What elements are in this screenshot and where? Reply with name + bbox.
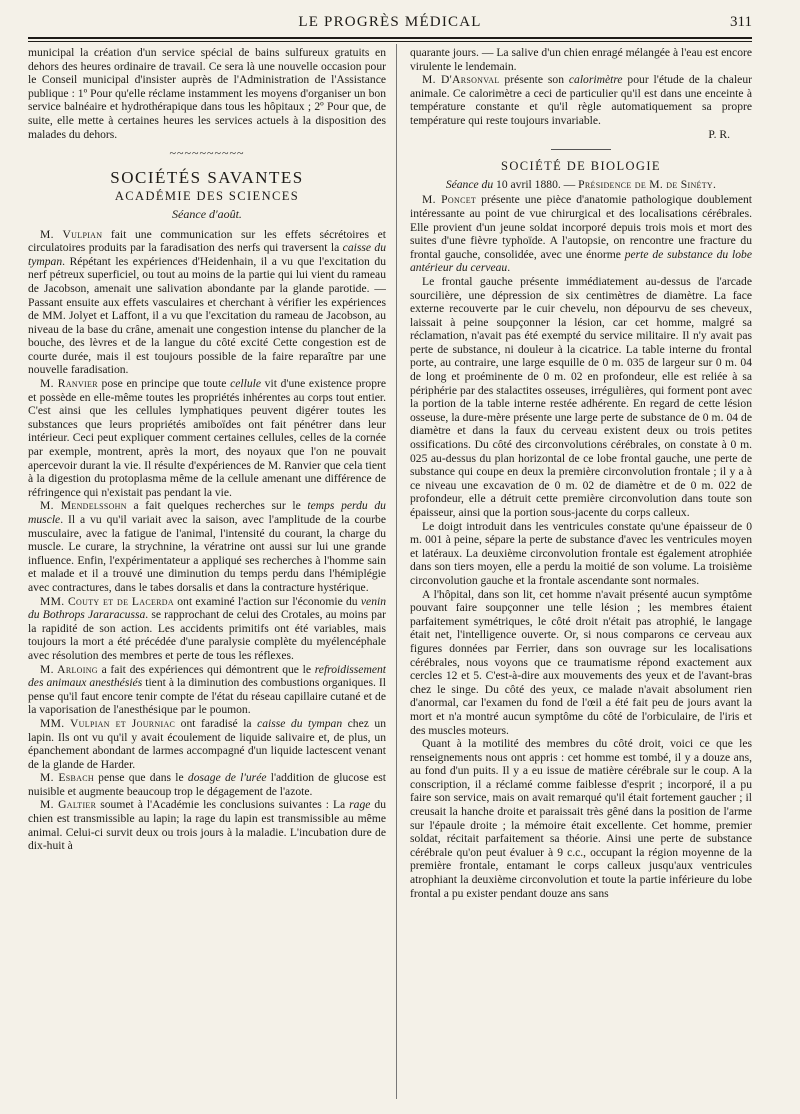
- author-name: M. Arloing: [40, 662, 98, 676]
- author-name: M. Poncet: [422, 193, 477, 207]
- mendelssohn-paragraph: M. Mendelssohn a fait quelques recherches sur le temps perdu du muscle. Il a vu qu'il variait avec la saison, avec l'amplitude de la courbe musculaire, avec la fatigue de l'animal, l'intensité du courant, la charge du muscle. Le curare, la strychnine, la vératrine ont aussi sur lui une grande influence. Enfin, l'expérimentateur a appliqué ses recherches à l'homme sain et malade et il a trouvé une diminution du temps perdu dans l'hémiplégie avec contractures, dans le tabes dorsalis et dans la contracture hystérique.: [28, 499, 386, 594]
- italic-term: temps perdu du muscle: [28, 499, 386, 526]
- italic-term: perte de substance du lobe antérieur du cerveau: [410, 247, 752, 275]
- section-divider: [551, 149, 611, 150]
- author-name: M. Vulpian: [40, 227, 103, 241]
- section-title: SOCIÉTÉS SAVANTES: [110, 167, 304, 187]
- ventricles-paragraph: Le doigt introduit dans les ventricules constate qu'une épaisseur de 0 m. 001 à peine, sépare la perte de substance d'avec les ventricules moyen et latéraux. La deuxième circonvolution frontale est également atrophiée dans son tiers moyen, elle a perdu la moitié de son volume. La troisième circonvolution gauche et la frontale ascendante sont normales.: [410, 519, 752, 587]
- motility-paragraph: Quant à la motilité des membres du côté droit, voici ce que les renseignements nous ont appris : cet homme est tombé, il y a douze ans, au fond d'un puits. Il y a eu issue de matière cérébrale sur le coup. A la conscription, il a réclamé comme faiblesse d'esprit ; incorporé, il a pu faire son service, mais on avait remarqué qu'il était fortement gaucher ; il creusait la hanche droite et paraissait très gêné dans la position de l'arme sur l'épaule droite ; la mémoire était excellente. Cet homme, premier soldat, récitait parfaitement sa théorie. Ainsi une perte de substance cérébrale qu'on peut évaluer à 9 c.c., occupant la région moyenne de la première frontale, entamant le corps calleux jusqu'aux ventricules atrophiant la deuxième circonvolution et toute la partie inférieure du lobe frontal a pu exister pendant douze ans sans: [410, 737, 752, 900]
- italic-term: caisse du tympan: [257, 716, 343, 730]
- italic-term: dosage de l'urée: [187, 771, 267, 785]
- author-name: M. Mendelssohn: [40, 499, 127, 513]
- author-name: M. D'Arsonval: [422, 73, 500, 87]
- italic-term: caisse du tympan: [28, 241, 386, 268]
- section-flourish: ~~~~~~~~~~: [169, 146, 245, 161]
- author-name: M. Galtier: [40, 798, 97, 812]
- header-rule-thin: [28, 41, 752, 42]
- galtier-paragraph: M. Galtier soumet à l'Académie les conclusions suivantes : La rage du chien est transmissible au lapin; la rage du lapin est transmissible au même animal. Celui-ci survit deux ou trois jours à la maladie. L'incubation dure de dix-huit à: [28, 798, 386, 853]
- author-name: MM. Vulpian et Journiac: [40, 716, 176, 730]
- page-number: 311: [730, 14, 752, 30]
- esbach-paragraph: M. Esbach pense que dans le dosage de l'urée l'addition de glucose est nuisible et augmente beaucoup trop le dégagement de l'azote.: [28, 771, 386, 798]
- journal-title: LE PROGRÈS MÉDICAL: [298, 14, 482, 30]
- right-column: [410, 46, 752, 1104]
- italic-term: cellule: [230, 377, 261, 391]
- italic-term: venin du Bothrops Jararacussa: [28, 594, 386, 622]
- vulpian-journiac-paragraph: MM. Vulpian et Journiac ont faradisé la caisse du tympan chez un lapin. Ils ont vu qu'il y avait écoulement de liquide salivaire et, de plus, un épanchement abondant de larmes accompagné d'un liquide lactescent venant de la glande de Harder.: [28, 716, 386, 771]
- header-rule-thick: [28, 37, 752, 39]
- hospital-paragraph: A l'hôpital, dans son lit, cet homme n'avait présenté aucun symptôme pouvant faire soupçonner une telle lésion ; les membres étaient parfaitement symétriques, le côté droit n'était pas atrophié, le langage était net, l'intelligence ouverte. Or, si nous comparons ce cerveau aux figures données par Ferrier, dans son ouvrage sur les localisations cérébrales, nous voyons que ce traumatisme répond exactement aux cercles 12 et 5. C'est-à-dire aux mouvements des yeux et de l'avant-bras chez le singe. Du côté des yeux, ce malade n'avait absolument rien d'anormal, car l'examen du fond de l'œil a été fait peu de jours avant la mort et n'a montré aucun symptôme du côté de l'orbiculaire, de l'iris et des muscles moteurs.: [410, 587, 752, 737]
- intro-paragraph: municipal la création d'un service spécial de bains sulfureux gratuits en dehors des heures ordinaire de travail. Ce sera là une nouvelle occasion pour le Conseil municipal d'insister auprès de l'Administration de l'Assistance publique : 1º Pour qu'elle réclame instamment les moyens d'organiser un bon service balnéaire et hydrothérapique dans tous les hôpitaux ; 2º Pour que, de suite, elle mette à certaines heures les services actuels à la disposition des malades du dehors.: [28, 46, 386, 141]
- left-column: [28, 46, 386, 1104]
- author-name: M. Ranvier: [40, 377, 98, 391]
- vulpian-paragraph: M. Vulpian fait une communication sur les effets sécrétoires et circulatoires produits par la faradisation des nerfs qui traversent la caisse du tympan. Répétant les expériences d'Heidenhain, il a vu que l'excitation du nerf pétreux superficiel, ou tout au moins de la partie qui lui vient du rameau de Jacobson, amenait une salivation abondante par la glande parotide. — Passant ensuite aux effets vasculaires et cherchant à vérifier les expériences de MM. Jolyet et Laffont, il a vu que l'excitation du rameau de Jacobson, au niveau de la base du crâne, amenait une congestion intense du plancher de la bouche, des lèvres et de la langue du côté excité Cette congestion est de courte durée, mais il est toujours possible de la faire reparaître par une nouvelle faradisation.: [28, 227, 386, 377]
- author-name: MM. Couty et de Lacerda: [40, 594, 174, 608]
- signature: P. R.: [708, 127, 730, 141]
- academy-session: Séance d'août.: [172, 206, 242, 221]
- column-divider: [396, 44, 397, 1099]
- frontal-paragraph: Le frontal gauche présente immédiatement au-dessus de l'arcade sourcilière, une dépression de six centimètres de diamètre. La face externe recouverte par le cuir chevelu, non dépourvu de ses cheveux, laissait à peine soupçonner la lésion, car cet homme, malgré sa réclamation, n'avait pas été exempté du service militaire. Il n'y avait pas perte de substance, ni douleur à la cicatrice. La table interne du frontal porte, au contraire, une large esquille de 0 m. 035 de largeur sur 0 m. 04 de long et proéminente de 0 m. 02 en profondeur, elle est reliée à sa périphérie par des stalactites osseuses, irrégulières, qui forment pont avec la portion de la table interne restée adhérente. En regard de cette lésion osseuse, la dure-mère présente une large perte de substance de 0 m. 04 de diamètre et dans la faux du cerveau existent deux ou trois petites ossifications. Du côté des circonvolutions cérébrales, on constate à 0 m. 025 au-dessus du plan horizontal de ce lobe frontal gauche, une perte de substance qui coupe en deux la première circonvolution frontale ; il y a à ce niveau une excavation de 0 m. 02 de diamètre et de 0 m. 022 de profondeur, elle a détruit cette première circonvolution dans toute son épaisseur, ainsi que la portion sous-jacente du corps calleux.: [410, 274, 752, 519]
- continued-paragraph: quarante jours. — La salive d'un chien enragé mélangée à l'eau est encore virulente le lendemain.: [410, 46, 752, 73]
- arsonval-paragraph: M. D'Arsonval présente son calorimètre pour l'étude de la chaleur animale. Ce calorimètre a ceci de particulier qu'il est dans une enceinte à température constante et qu'il règle automatiquement sa propre température qui reste toujours invariable.: [410, 73, 752, 127]
- italic-term: calorimètre: [568, 73, 623, 87]
- poncet-paragraph: M. Poncet présente une pièce d'anatomie pathologique doublement intéressante au point de vue chirurgical et des localisations cérébrales. Elle provient d'un jeune soldat incorporé depuis trois mois et mort des suites d'une fièvre typhoïde. A l'autopsie, on rencontre une fracture du frontal gauche, consolidée, avec une énorme perte de substance du lobe antérieur du cerveau.: [410, 193, 752, 275]
- italic-term: rage: [349, 798, 371, 812]
- arloing-paragraph: M. Arloing a fait des expériences qui démontrent que le refroidissement des animaux anesthésiés tient à la diminution des combustions organiques. Il pense qu'il faut encore tenir compte de l'état du réseau capillaire cutané et de la vaporisation de l'anesthésique par le poumon.: [28, 662, 386, 717]
- couty-lacerda-paragraph: MM. Couty et de Lacerda ont examiné l'action sur l'économie du venin du Bothrops Jararacussa. se rapprochant de celui des Crotales, au moins par la rapidité de son action. Les accidents primitifs ont été variables, mais toujours la mort a été précédée d'une paralysie complète du myélencéphale avec résolution des membres et perte de tous les réflexes.: [28, 594, 386, 662]
- italic-term: refroidissement des animaux anesthésiés: [28, 662, 386, 690]
- academy-title: ACADÉMIE DES SCIENCES: [114, 189, 300, 204]
- page-header: [28, 12, 752, 34]
- ranvier-paragraph: M. Ranvier pose en principe que toute cellule vit d'une existence propre et possède en elle-même toutes les propriétés inhérentes au corps tout entier. C'est ainsi que les cellules lymphatiques peuvent digérer toutes les substances que leurs propriétés amiboïdes ont fait pénétrer dans leur intérieur. Ceci peut expliquer comment certaines cellules, celles de la cornée par exemple, montrent, après la mort, des noyaux que l'on ne pouvait apercevoir durant la vie. Il résulte d'expériences de M. Ranvier que cela tient à la digestion du protoplasma même de la cellule amenant une différence de réfringence qui n'existait pas pendant la vie.: [28, 377, 386, 499]
- author-name: M. Esbach: [40, 771, 94, 785]
- society-session: Séance du 10 avril 1880. — Présidence de M. de Sinéty.: [445, 177, 717, 191]
- society-title: SOCIÉTÉ DE BIOLOGIE: [501, 159, 661, 174]
